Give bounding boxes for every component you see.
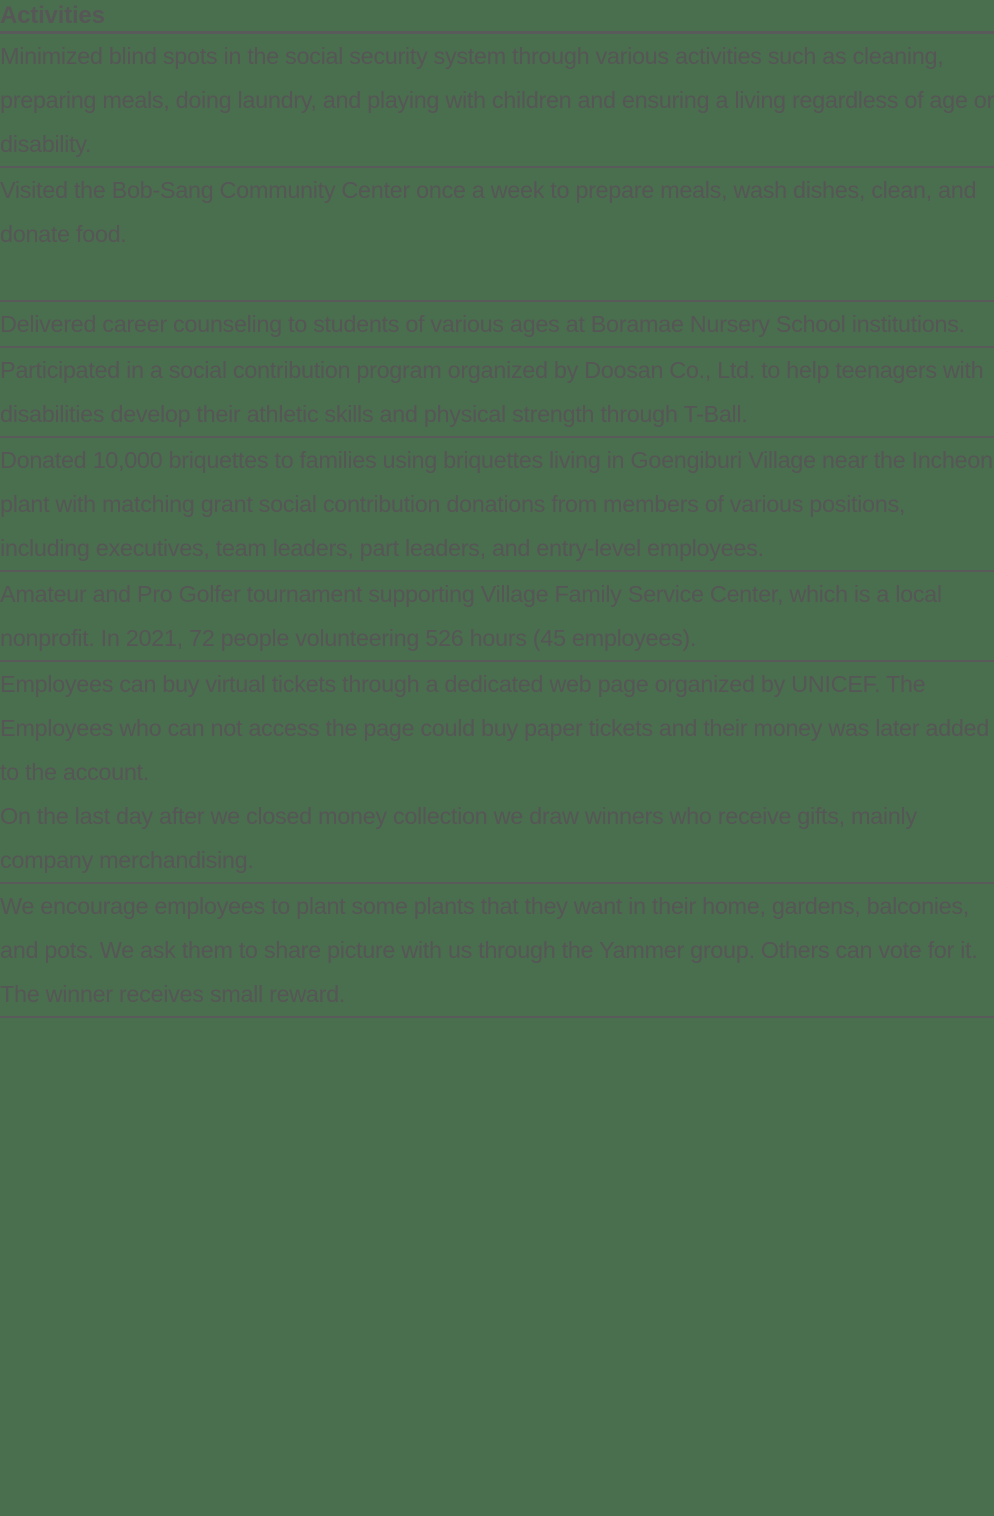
activity-paragraph: On the last day after we closed money collection we draw winners who receive gifts, mainly company merchandising.: [0, 803, 917, 873]
activity-paragraph: Participated in a social contribution program organized by Doosan Co., Ltd. to help teenagers with disabilities develop their athletic skills and physical strength through T-Ball.: [0, 357, 984, 427]
activity-paragraph: Employees can buy virtual tickets through a dedicated web page organized by UNICEF. The Employees who can not access the page could buy paper tickets and their money was later added to the account.: [0, 671, 990, 785]
activity-paragraph: Minimized blind spots in the social security system through various activities such as cleaning, preparing meals, doing laundry, and playing with children and ensuring a living regardless of age or disability.: [0, 43, 994, 157]
table-row: [0, 347, 994, 437]
row-doosan-tball: [0, 347, 994, 437]
table-row: [0, 33, 994, 168]
row-plant-contest: [0, 883, 994, 1017]
row-unicef-tickets: [0, 661, 994, 883]
column-header-activities: Activities: [0, 0, 994, 33]
table-head: [0, 0, 994, 33]
activity-paragraph: Donated 10,000 briquettes to families using briquettes living in Goengiburi Village near the Incheon plant with matching grant social contribution donations from members of various positions, including executives, team leaders, part leaders, and entry-level employees.: [0, 447, 993, 561]
row-social-security: [0, 33, 994, 168]
blank-line: [0, 256, 994, 300]
table-row: [0, 571, 994, 661]
table-row: [0, 661, 994, 883]
row-golf-tournament: [0, 571, 994, 661]
activity-paragraph: Delivered career counseling to students of various ages at Boramae Nursery School institutions.: [0, 311, 965, 337]
activity-paragraph: Amateur and Pro Golfer tournament supporting Village Family Service Center, which is a local nonprofit. In 2021, 72 people volunteering 526 hours (45 employees).: [0, 581, 942, 651]
table-body: [0, 33, 994, 1179]
table-row-empty: [0, 1017, 994, 1178]
table-row: [0, 437, 994, 571]
table-row: [0, 167, 994, 301]
table-row: [0, 883, 994, 1017]
table-row: [0, 301, 994, 347]
activity-paragraph: Visited the Bob-Sang Community Center once a week to prepare meals, wash dishes, clean, and donate food.: [0, 177, 977, 247]
empty-cell: [0, 1017, 994, 1178]
table-header-row: [0, 0, 994, 33]
row-bob-sang: [0, 167, 994, 301]
row-boramae: [0, 301, 994, 347]
row-briquettes: [0, 437, 994, 571]
activity-paragraph: We encourage employees to plant some plants that they want in their home, gardens, balconies, and pots. We ask them to share picture with us through the Yammer group. Others can vote for it. The winner receives small reward.: [0, 893, 978, 1007]
